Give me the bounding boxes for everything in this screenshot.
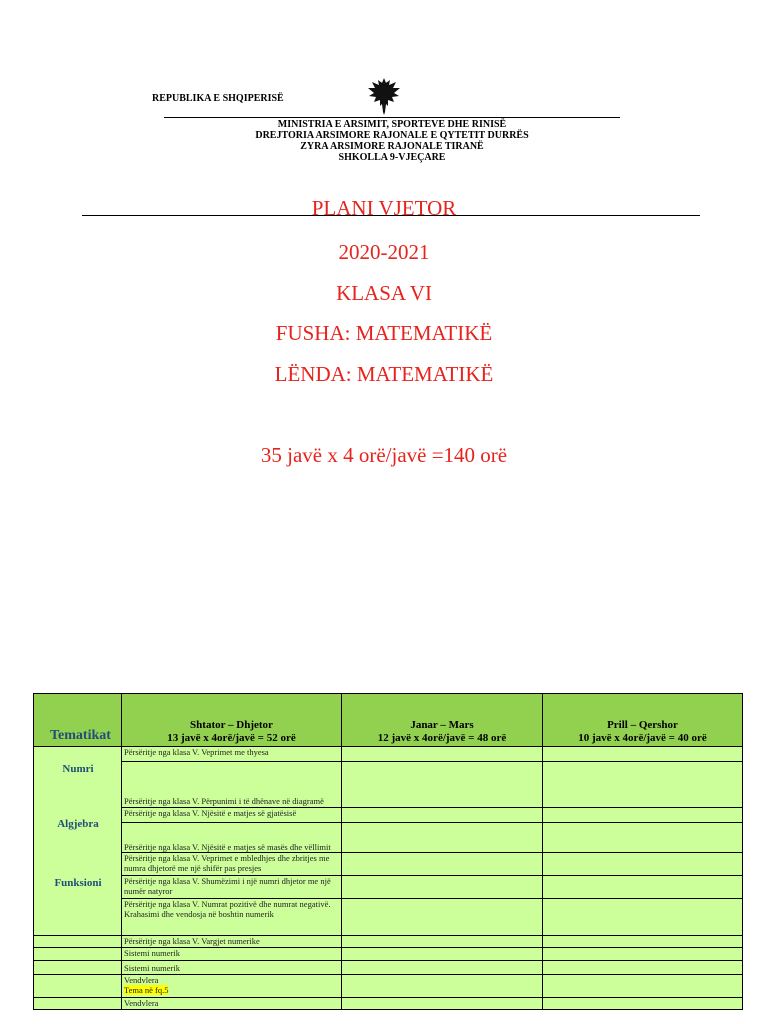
theme-numri: Numri [62, 762, 94, 775]
topic-cell: Përsëritje nga klasa V. Vargjet numerike [122, 936, 342, 948]
tematikat-header: Tematikat [34, 694, 122, 747]
topic-cell: Përsëritje nga klasa V. Veprimet e mbledhjes dhe zbritjes me numra dhjetorë me një shifër pas presjes [122, 853, 342, 876]
country-name: REPUBLIKA E SHQIPERISË [152, 93, 284, 104]
table-row [34, 808, 743, 823]
highlighted-note: Tema në fq.5 [124, 985, 169, 995]
table-row [34, 747, 743, 762]
period-header-1: Shtator – Dhjetor 13 javë x 4orë/javë = 52 orë [122, 694, 342, 747]
grade-label: KLASA VI [336, 281, 432, 305]
topic-cell: Përsëritje nga klasa V. Njësitë e matjes së masës dhe vëllimit [122, 823, 342, 853]
annual-plan-table [33, 693, 742, 1010]
topic-cell: Sistemi numerik [122, 961, 342, 975]
table-row [34, 936, 743, 948]
table-header-row [34, 694, 743, 747]
theme-funksioni: Funksioni [54, 876, 102, 889]
topic-cell: Përsëritje nga klasa V. Përpunimi i të dhënave në diagramë [122, 762, 342, 808]
table-row [34, 823, 743, 853]
field-label: FUSHA: MATEMATIKË [275, 321, 493, 345]
topic-cell: Sistemi numerik [122, 948, 342, 961]
subject-label: LËNDA: MATEMATIKË [274, 362, 494, 386]
period-header-2: Janar – Mars 12 javë x 4orë/javë = 48 orë [342, 694, 543, 747]
directorate-name: DREJTORIA ARSIMORE RAJONALE E QYTETIT DURRËS [255, 130, 529, 141]
topic-cell: Përsëritje nga klasa V. Shumëzimi i një numri dhjetor me një numër natyror [122, 876, 342, 899]
table-row [34, 998, 743, 1010]
topic-cell: Përsëritje nga klasa V. Numrat pozitivë dhe numrat negativë. Krahasimi dhe vendosja në boshtin numerik [122, 899, 342, 936]
total-hours: 35 javë x 4 orë/javë =140 orë [260, 443, 508, 467]
topic-cell: Përsëritje nga klasa V. Njësitë e matjes së gjatësisë [122, 808, 342, 823]
theme-algjebra: Algjebra [57, 817, 99, 830]
table-row [34, 899, 743, 936]
office-name: ZYRA ARSIMORE RAJONALE TIRANË [300, 141, 484, 152]
table-row [34, 948, 743, 961]
topic-cell: Përsëritje nga klasa V. Veprimet me thyesa [122, 747, 342, 762]
table-row [34, 961, 743, 975]
topic-cell: Vendvlera Tema në fq.5 [122, 975, 342, 998]
table-row [34, 762, 743, 808]
header-divider [164, 117, 620, 118]
school-year: 2020-2021 [338, 240, 430, 264]
albanian-eagle-emblem [366, 74, 402, 116]
topic-cell: Vendvlera [122, 998, 342, 1010]
table-row [34, 876, 743, 899]
school-name: SHKOLLA 9-VJEÇARE [338, 152, 446, 163]
period-header-3: Prill – Qershor 10 javë x 4orë/javë = 40 orë [543, 694, 743, 747]
ministry-name: MINISTRIA E ARSIMIT, SPORTEVE DHE RINISË [277, 119, 507, 130]
table-row [34, 853, 743, 876]
plan-title: PLANI VJETOR [311, 196, 457, 220]
table-row [34, 975, 743, 998]
